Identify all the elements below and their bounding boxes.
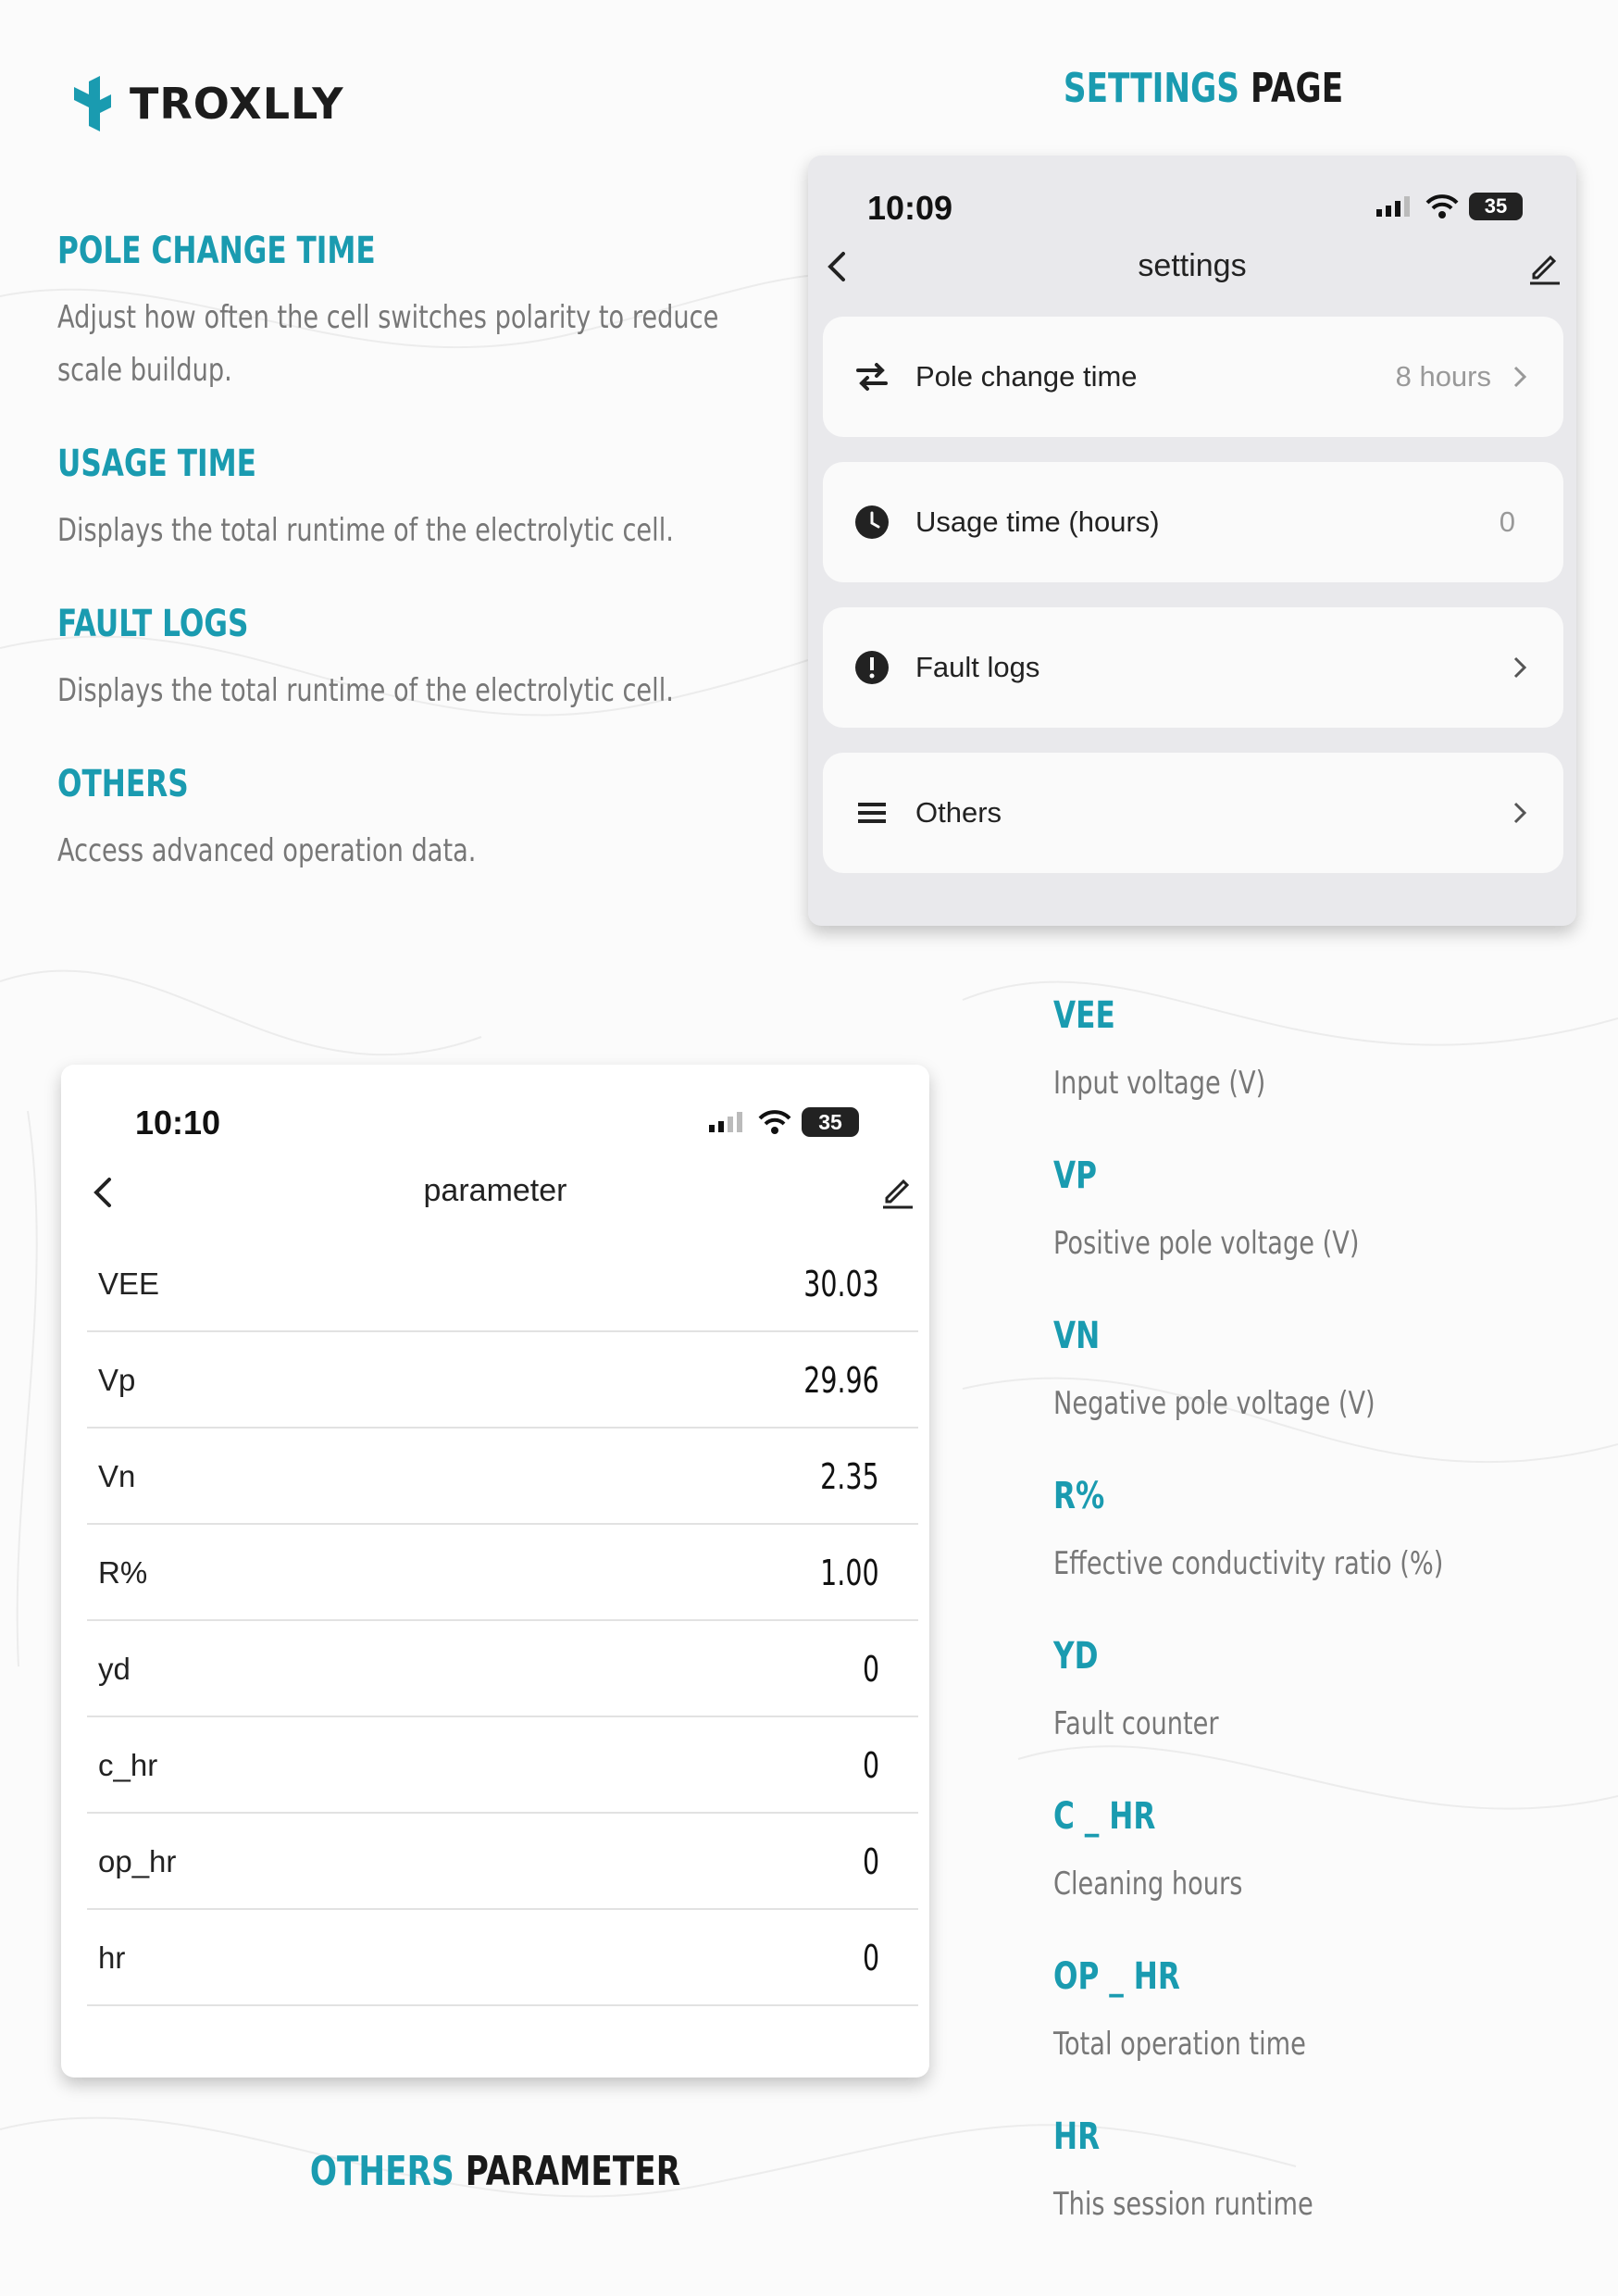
feature-desc-fault-logs: Displays the total runtime of the electrolytic cell. (57, 672, 674, 709)
status-time: 10:09 (867, 189, 953, 227)
parameter-row-c-hr (87, 1718, 918, 1814)
parameter-row-hr (87, 1911, 918, 2006)
settings-item-label: Others (915, 796, 1002, 829)
status-time: 10:10 (135, 1104, 221, 1142)
parameter-label: hr (98, 1940, 126, 1975)
legend-desc-vp: Positive pole voltage (V) (1053, 1225, 1360, 1262)
legend-desc-hr: This session runtime (1053, 2186, 1313, 2223)
battery-icon (802, 1107, 859, 1137)
legend-desc-op-hr: Total operation time (1053, 2026, 1306, 2063)
settings-phone-screen (808, 156, 1576, 926)
parameter-value: 0 (862, 1841, 879, 1882)
legend-desc-vn: Negative pole voltage (V) (1053, 1385, 1375, 1422)
wifi-icon (757, 1108, 792, 1136)
parameter-row-op-hr (87, 1815, 918, 1910)
parameter-value: 1.00 (820, 1552, 879, 1593)
parameter-label: op_hr (98, 1843, 177, 1878)
settings-item-pole-change-time[interactable] (823, 317, 1563, 437)
clock-icon (854, 505, 890, 540)
parameter-section-title-rest: PARAMETER (465, 2148, 681, 2195)
menu-icon (854, 795, 890, 830)
status-bar-icons (1375, 193, 1523, 220)
signal-icon (707, 1108, 748, 1136)
back-arrow-icon[interactable] (85, 1174, 122, 1211)
parameter-section-title (279, 2148, 712, 2195)
legend-title-vee: VEE (1053, 994, 1115, 1037)
parameter-row-vp (87, 1333, 918, 1429)
parameter-label: R% (98, 1554, 148, 1590)
parameter-value: 2.35 (820, 1455, 879, 1497)
feature-title-others: OTHERS (57, 763, 189, 805)
brand-mark-icon (68, 72, 117, 135)
legend-title-vn: VN (1053, 1315, 1101, 1357)
brand-name: TROXLLY (130, 79, 344, 129)
parameter-row-r-percent (87, 1526, 918, 1621)
settings-item-label: Pole change time (915, 360, 1138, 393)
parameter-section-title-accent: OTHERS (309, 2148, 454, 2195)
parameter-row-vn (87, 1429, 918, 1525)
parameter-row-vee (87, 1237, 918, 1332)
legend-title-r-percent: R% (1053, 1475, 1105, 1517)
swap-arrows-icon (854, 359, 890, 394)
battery-level: 35 (1484, 194, 1508, 218)
page-title: settings (1138, 248, 1247, 283)
legend-desc-vee: Input voltage (V) (1053, 1065, 1266, 1102)
legend-title-vp: VP (1053, 1154, 1098, 1197)
parameter-label: VEE (98, 1266, 160, 1301)
edit-pencil-icon[interactable] (879, 1172, 916, 1209)
feature-title-fault-logs: FAULT LOGS (57, 603, 249, 645)
settings-item-value: 8 hours (1395, 360, 1491, 393)
feature-title-usage-time: USAGE TIME (57, 443, 256, 485)
settings-item-usage-time[interactable] (823, 462, 1563, 582)
brand-logo (68, 72, 344, 135)
settings-item-others[interactable] (823, 753, 1563, 873)
settings-item-label: Fault logs (915, 651, 1040, 683)
settings-section-title (987, 65, 1420, 112)
chevron-right-icon (1508, 801, 1532, 825)
chevron-right-icon (1508, 365, 1532, 389)
wifi-icon (1425, 193, 1460, 220)
parameter-label: c_hr (98, 1747, 158, 1782)
parameter-value: 0 (862, 1648, 879, 1690)
settings-section-title-accent: SETTINGS (1063, 65, 1240, 112)
edit-pencil-icon[interactable] (1526, 248, 1563, 285)
alert-circle-icon (854, 650, 890, 685)
parameter-value: 29.96 (803, 1359, 879, 1401)
feature-desc-others: Access advanced operation data. (57, 832, 477, 869)
settings-section-title-rest: PAGE (1250, 65, 1344, 112)
legend-desc-yd: Fault counter (1053, 1705, 1219, 1742)
settings-item-value: 0 (1499, 505, 1515, 538)
chevron-right-icon (1508, 655, 1532, 680)
back-arrow-icon[interactable] (819, 248, 856, 285)
battery-icon (1469, 193, 1523, 220)
feature-title-pole-change: POLE CHANGE TIME (57, 230, 376, 272)
legend-desc-r-percent: Effective conductivity ratio (%) (1053, 1545, 1444, 1582)
parameter-label: yd (98, 1651, 131, 1686)
legend-title-c-hr: C _ HR (1053, 1795, 1156, 1838)
legend-title-yd: YD (1053, 1635, 1099, 1678)
feature-desc-pole-change-line2: scale buildup. (57, 352, 232, 389)
parameter-phone-screen (61, 1065, 929, 2078)
parameter-label: Vp (98, 1362, 136, 1397)
page-title: parameter (423, 1173, 567, 1208)
feature-desc-pole-change-line1: Adjust how often the cell switches polarity to reduce (57, 299, 719, 336)
parameter-value: 0 (862, 1744, 879, 1786)
parameter-value: 30.03 (803, 1263, 879, 1304)
parameter-label: Vn (98, 1458, 136, 1493)
feature-desc-usage-time: Displays the total runtime of the electrolytic cell. (57, 512, 674, 549)
parameter-value: 0 (862, 1937, 879, 1978)
signal-icon (1375, 193, 1415, 220)
legend-title-op-hr: OP _ HR (1053, 1955, 1180, 1998)
settings-item-fault-logs[interactable] (823, 607, 1563, 728)
legend-title-hr: HR (1053, 2115, 1101, 2158)
status-bar-icons (707, 1107, 859, 1137)
battery-level: 35 (818, 1110, 842, 1134)
parameter-row-yd (87, 1622, 918, 1717)
legend-desc-c-hr: Cleaning hours (1053, 1866, 1243, 1903)
settings-item-label: Usage time (hours) (915, 505, 1160, 538)
